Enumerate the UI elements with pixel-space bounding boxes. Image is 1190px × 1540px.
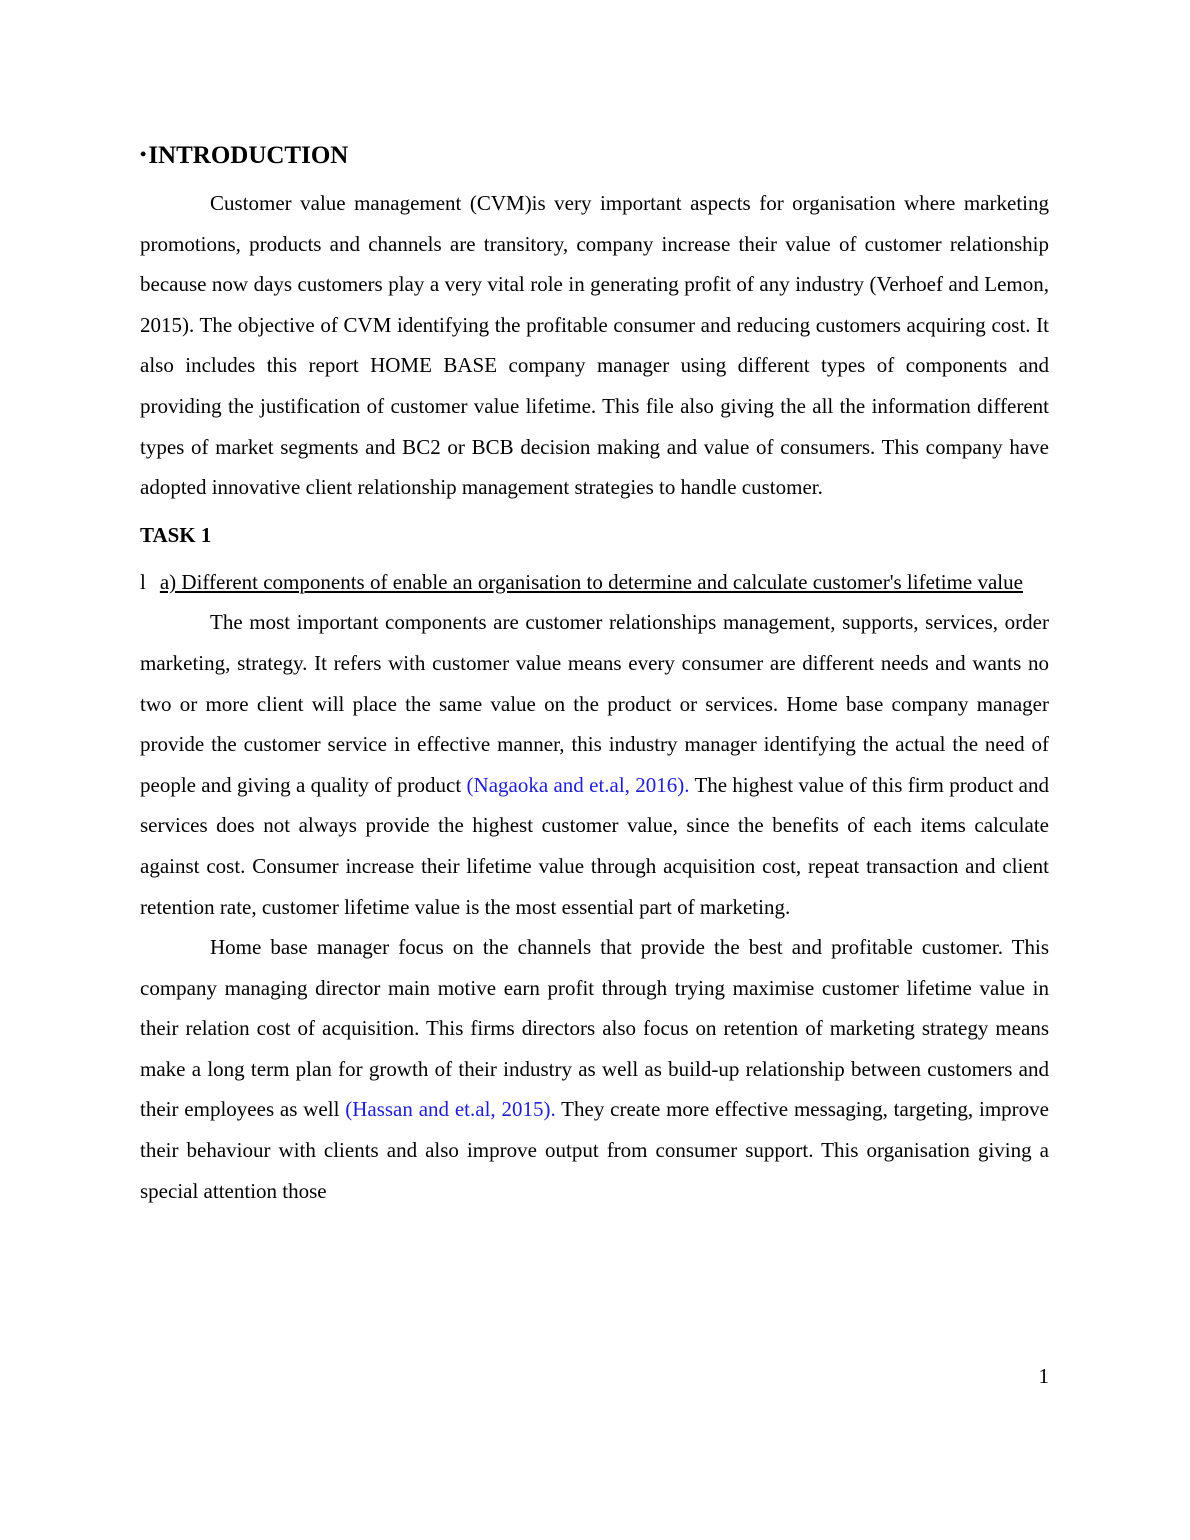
page-number: 1 — [1038, 1364, 1049, 1388]
list-marker: l — [140, 569, 146, 594]
bullet-icon: • — [140, 144, 147, 164]
task-1-subheading — [140, 562, 1049, 603]
task-1-subheading-text: a) Different components of enable an organisation to determine and calculate customer's lifetime value — [159, 569, 1023, 594]
citation-hassan: (Hassan and et.al, 2015). — [345, 1097, 556, 1122]
paragraph-text: The most important components are customer relationships management, supports, services, order marketing, strategy. It refers with customer value means every consumer are different needs and wants no two or more client will place the same value on the product or services. Home base company manager provide the customer service in effective manner, this industry manager identifying the actual the need of people and giving a quality of product — [140, 610, 1049, 797]
paragraph-text: They create more effective messaging, targeting, improve their behaviour with clients and also improve output from consumer support. This organisation giving a special attention those — [140, 1097, 1049, 1203]
paragraph-text: Home base manager focus on the channels that provide the best and profitable customer. This company managing director main motive earn profit through trying maximise customer lifetime value in their relation cost of acquisition. This firms directors also focus on retention of marketing strategy means make a long term plan for growth of their industry as well as build-up relationship between customers and their employees as well — [140, 935, 1049, 1122]
introduction-paragraph: Customer value management (CVM)is very important aspects for organisation where marketing promotions, products and channels are transitory, company increase their value of customer relationship because now days customers play a very vital role in generating profit of any industry (Verhoef and Lemon, 2015). The objective of CVM identifying the profitable consumer and reducing customers acquiring cost. It also includes this report HOME BASE company manager using different types of components and providing the justification of customer value lifetime. This file also giving the all the information different types of market segments and BC2 or BCB decision making and value of consumers. This company have adopted innovative client relationship management strategies to handle customer. — [140, 191, 1049, 500]
task-1-paragraph-1 — [140, 602, 1049, 927]
paragraph-text: The highest value of this firm product and services does not always provide the highest customer value, since the benefits of each items calculate against cost. Consumer increase their lifetime value through acquisition cost, repeat transaction and client retention rate, customer lifetime value is the most essential part of marketing. — [140, 772, 1049, 919]
page-content — [140, 139, 1049, 1211]
introduction-heading — [140, 139, 1049, 173]
introduction-heading-text: INTRODUCTION — [148, 142, 349, 169]
task-1-paragraph-2 — [140, 927, 1049, 1211]
task-1-heading: TASK 1 — [140, 522, 212, 547]
citation-nagaoka: (Nagaoka and et.al, 2016). — [466, 772, 690, 797]
